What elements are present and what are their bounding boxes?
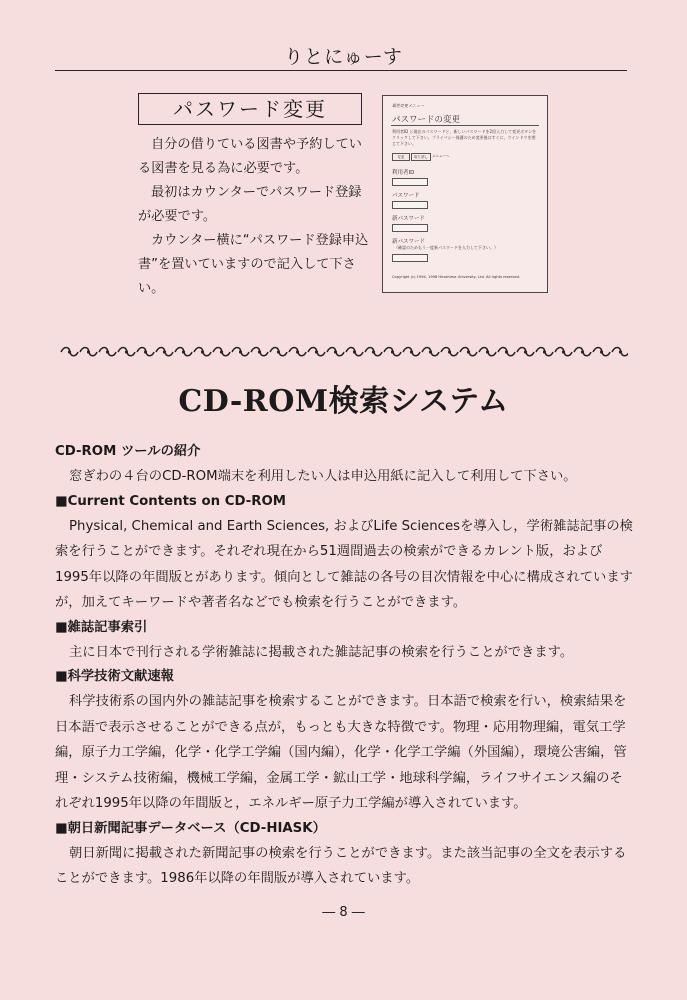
screenshot-password-input[interactable] [392,201,428,209]
screenshot-newpassword-label: 新パスワード [392,216,426,222]
screenshot-menu-link[interactable]: メニューへ [432,154,450,158]
ornamental-divider [60,345,628,359]
password-paragraph: カウンター横に“パスワード登録申込書”を置いていますので記入して下さい。 [138,233,369,296]
screenshot-breadcrumb: 属性変更メニュー [392,103,424,108]
page-number: ― 8 ― [322,905,365,920]
password-screenshot [382,95,548,293]
screenshot-newpassword-input[interactable] [392,224,428,232]
screenshot-confirm-hint: （確認のためもう一度新パスワードを入力して下さい。） [394,245,498,250]
screenshot-confirm-label: 新パスワード [392,239,426,245]
screenshot-change-button[interactable]: 変更 [392,153,410,161]
screenshot-description: 利用者ID と現在のパスワードと、新しいパスワードを2回入力して変更ボタンをクリックして下さい。プライバシー保護のため変更後はすぐに、ウインドウを閉じて下さい。 [392,129,537,146]
screenshot-userid-label: 利用者ID [392,170,415,176]
section-text: Physical, Chemical and Earth Sciences, およびLife Sciencesを導入し，学術雑誌記事の検索を行うことができます。それぞれ現在から51週間過去の検索ができるカレント版，および1995年以降の年間版とがあります。傾向として雑誌の各号の目次情報を中心に構成されていますが，加えてキーワードや著者名などでも検索を行うことができます。 [55,518,633,610]
screenshot-userid-input[interactable] [392,178,428,186]
screenshot-copyright: Copyright (c) 1994, 1998 Hiroshima University, Ltd. All rights reserved. [392,275,521,279]
page-title: CD-ROM検索システム [178,384,509,419]
section-heading: ■科学技術文献速報 [55,669,174,684]
screenshot-rule [391,125,539,126]
section-text: 主に日本で刊行される学術雑誌に掲載された雑誌記事の検索を行うことができます。 [69,644,574,660]
section-heading: ■朝日新聞記事データベース（CD-HIASK） [55,820,326,836]
section-heading: ■雑誌記事索引 [55,619,148,635]
screenshot-title: パスワードの変更 [392,115,461,125]
header-rule [55,70,627,71]
password-paragraph: 自分の借りている図書や予約している図書を見る為に必要です。 [138,137,362,176]
section-text: 窓ぎわの４台のCD-ROM端末を利用したい人は申込用紙に記入して利用して下さい。 [69,469,577,484]
section-text: 科学技術系の国内外の雑誌記事を検索することができます。日本語で検索を行い，検索結果を日本語で表示させることができる点が，もっとも大きな特徴です。物理・応用物理編，電気工学編，原子力工学編，化学・化学工学編（国内編），化学・化学工学編（外国編），環境公害編，管理・システム技術編，機械工学編，金属工学・鉱山工学・地球科学編，ライフサイエンス編のそれぞれ1995年以降の年間版と，エネルギー原子力工学編が導入されています。 [55,694,627,811]
section-heading: ■Current Contents on CD-ROM [55,493,287,509]
password-paragraph: 最初はカウンターでパスワード登録が必要です。 [138,185,362,224]
screenshot-cancel-button[interactable]: 取り消し [411,153,431,161]
section-text: 朝日新聞に掲載された新聞記事の検索を行うことができます。また該当記事の全文を表示することができます。1986年以降の年間版が導入されています。 [55,845,627,886]
newsletter-title: りとにゅーす [284,46,403,68]
screenshot-confirm-input[interactable] [392,254,428,262]
screenshot-password-label: パスワード [392,193,420,199]
cdrom-content [55,440,635,892]
password-heading: パスワード変更 [138,93,362,125]
password-text [138,133,370,301]
section-heading: CD-ROM ツールの紹介 [55,444,201,459]
